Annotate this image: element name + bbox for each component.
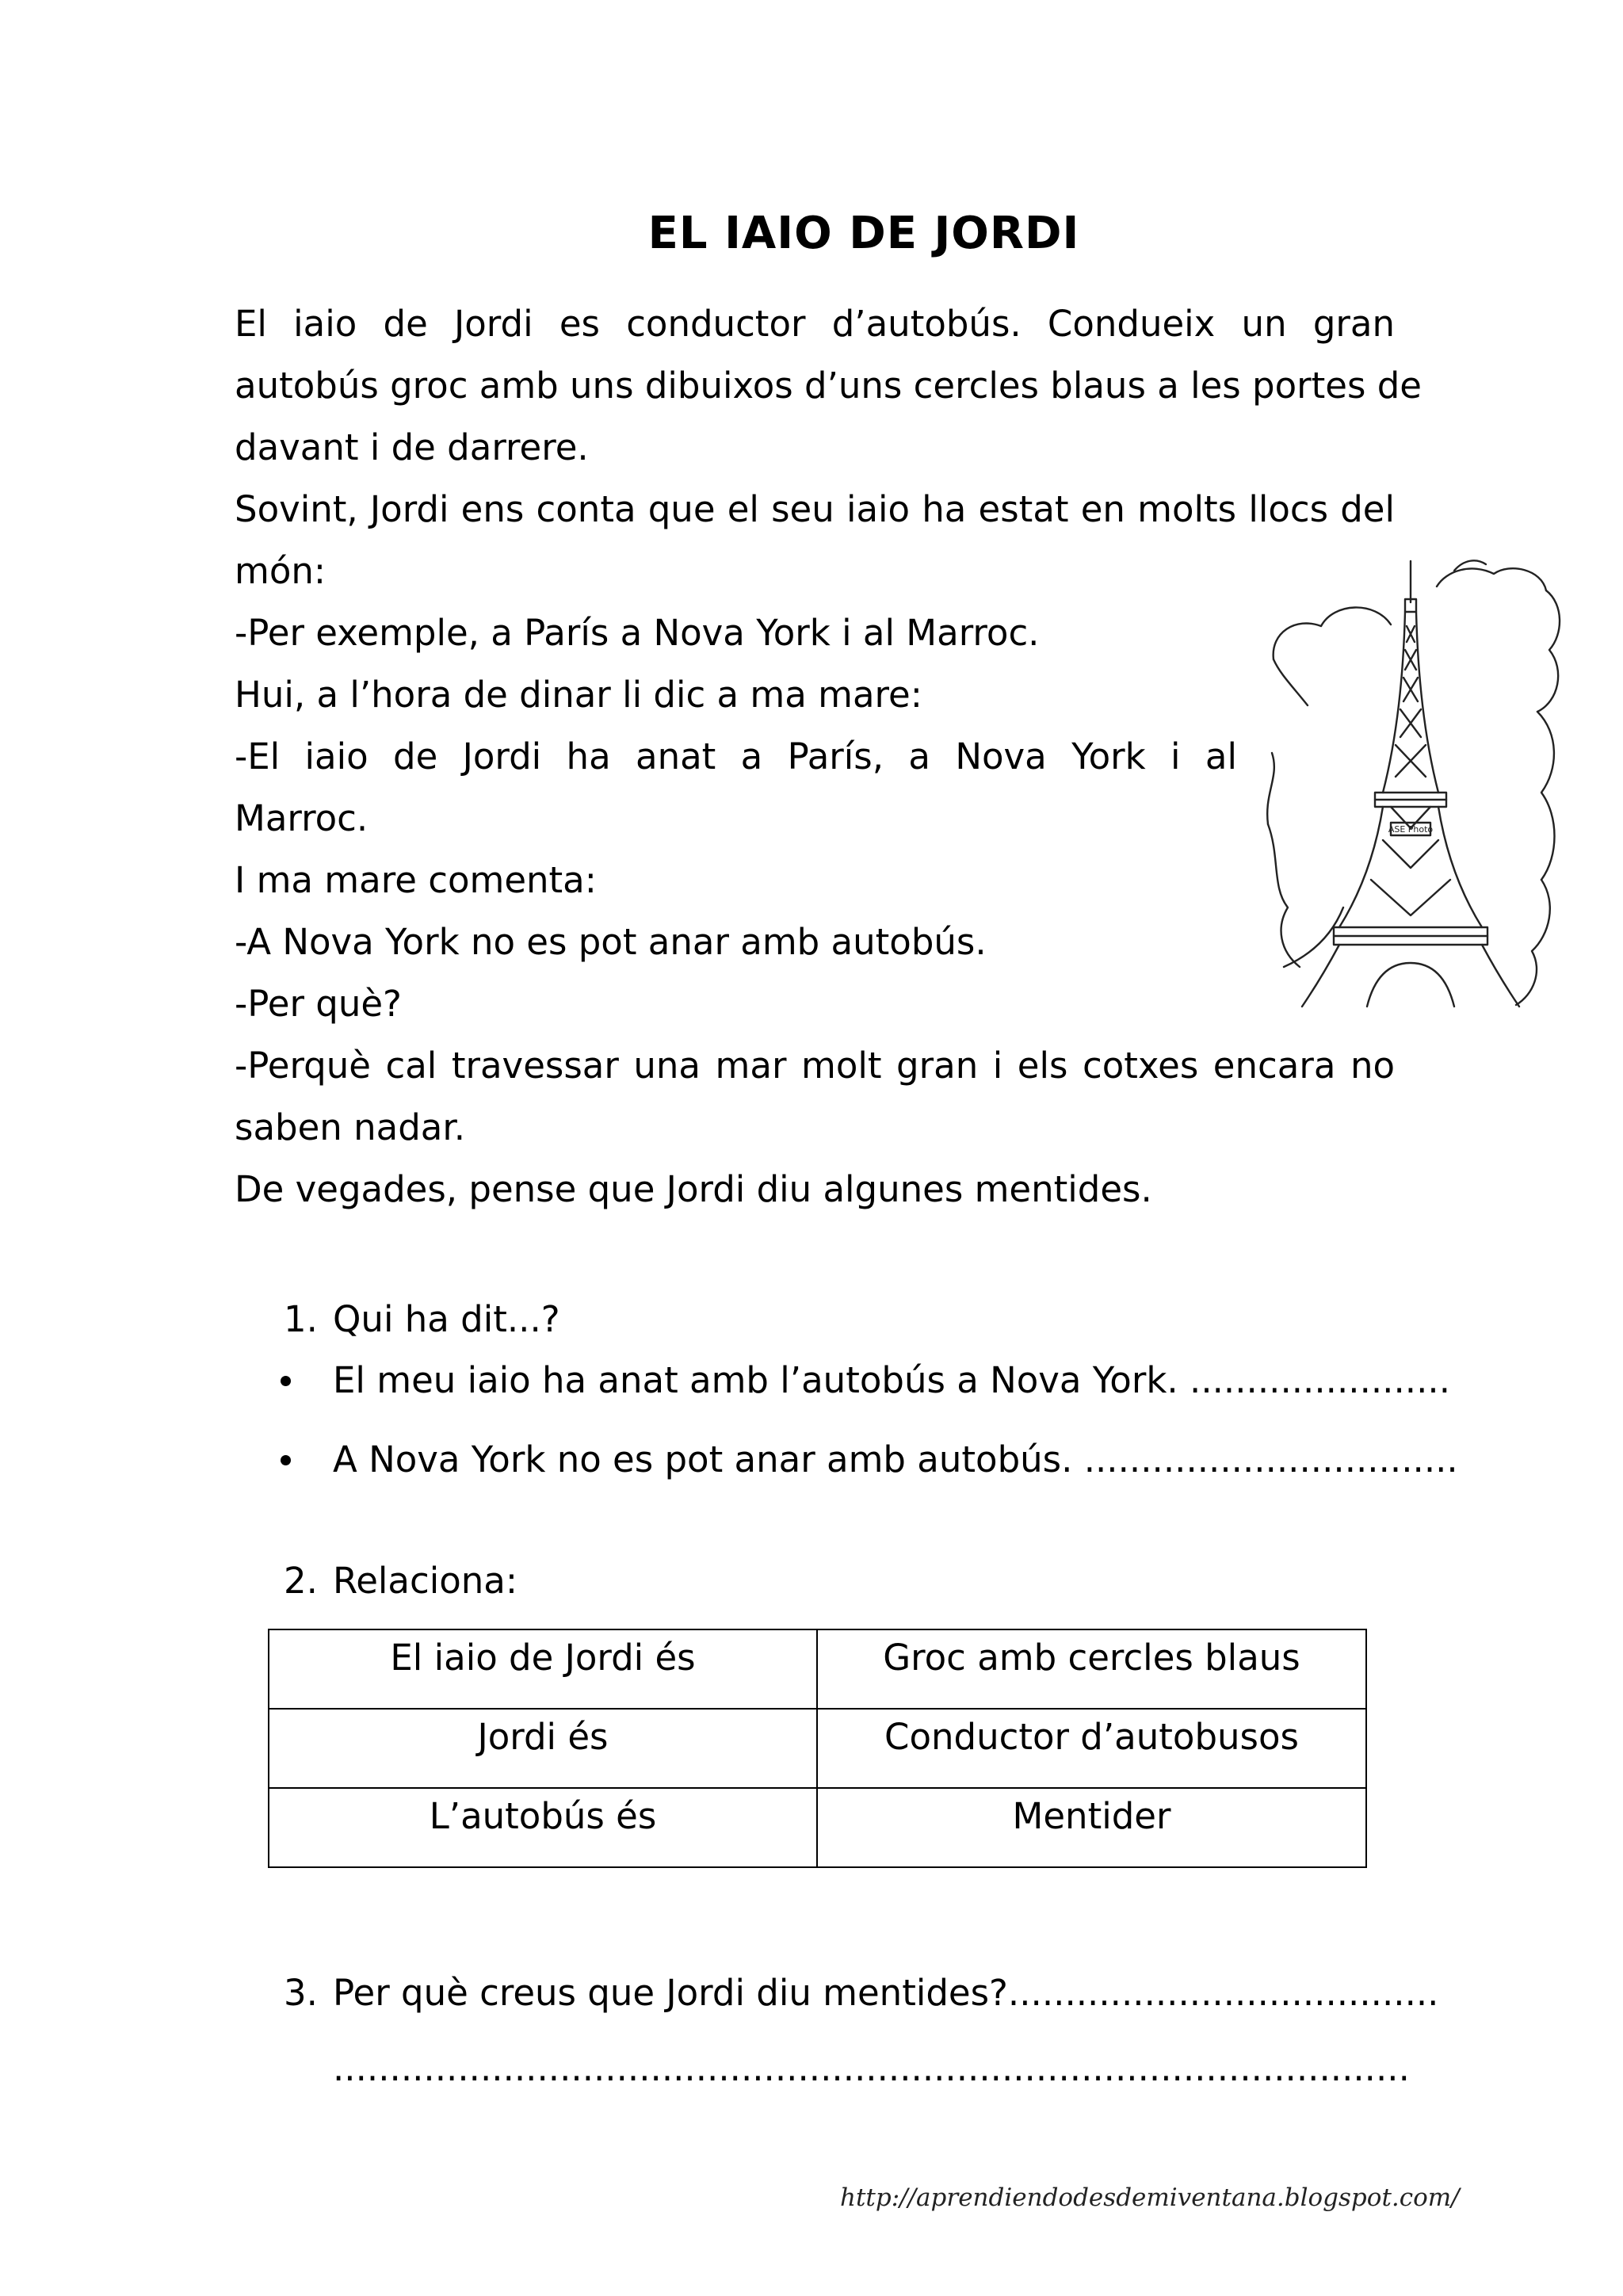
story-line: -Per què? [235, 983, 402, 1025]
story-line: món: [235, 550, 327, 592]
table-cell: Jordi és [269, 1709, 817, 1788]
table-cell: El iaio de Jordi és [269, 1629, 817, 1709]
question-2 [284, 1557, 517, 1605]
list-item [285, 1357, 1450, 1404]
question-text: Relaciona: [333, 1560, 518, 1602]
story-line: Hui, a l’hora de dinar li dic a ma mare: [235, 674, 922, 716]
story-line: I ma mare comenta: [235, 859, 597, 901]
footer-url: http://aprendiendodesdemiventana.blogspot.com/ [840, 2183, 1460, 2212]
table-cell: L’autobús és [269, 1788, 817, 1867]
eiffel-tower-icon [1264, 555, 1565, 1010]
story-line: saben nadar. [235, 1106, 466, 1148]
table-cell: Mentider [817, 1788, 1366, 1867]
story-line: -A Nova York no es pot anar amb autobús. [235, 921, 987, 963]
question-3 [284, 1969, 1438, 2017]
story-line: -El iaio de Jordi ha anat a París, a Nova York i al [235, 735, 1237, 777]
question-number: 2. [284, 1560, 318, 1602]
question-1 [284, 1296, 560, 1343]
story-line: autobús groc amb uns dibuixos d’uns cercles blaus a les portes de [235, 365, 1422, 407]
story-line: -Perquè cal travessar una mar molt gran i els cotxes encara no [235, 1045, 1395, 1087]
story-line: davant i de darrere. [235, 426, 589, 468]
tower-sign-text: ASE Photo [1388, 824, 1434, 835]
table-cell: Conductor d’autobusos [817, 1709, 1366, 1788]
story-line: Marroc. [235, 797, 369, 839]
story-line: De vegades, pense que Jordi diu algunes mentides. [235, 1168, 1152, 1210]
page-title: EL IAIO DE JORDI [647, 208, 1080, 259]
relate-table [268, 1629, 1367, 1868]
table-row [269, 1629, 1366, 1709]
table-row [269, 1788, 1366, 1867]
question-text: Qui ha dit...? [333, 1298, 560, 1340]
story-line: -Per exemple, a París a Nova York i al Marroc. [235, 612, 1040, 654]
question-number: 3. [284, 1972, 318, 2014]
story-line: Sovint, Jordi ens conta que el seu iaio ha estat en molts llocs del [235, 488, 1395, 530]
question-text: Per què creus que Jordi diu mentides?...................................... [333, 1972, 1439, 2014]
list-item [285, 1436, 1458, 1484]
table-row [269, 1709, 1366, 1788]
question-number: 1. [284, 1298, 318, 1340]
answer-line: ............................................................................................... [333, 2047, 1410, 2089]
list-item-text: El meu iaio ha anat amb l’autobús a Nova York. ....................... [333, 1359, 1451, 1401]
table-cell: Groc amb cercles blaus [817, 1629, 1366, 1709]
list-item-text: A Nova York no es pot anar amb autobús. ................................. [333, 1438, 1458, 1480]
story-line: El iaio de Jordi es conductor d’autobús. Condueix un gran [235, 303, 1395, 345]
